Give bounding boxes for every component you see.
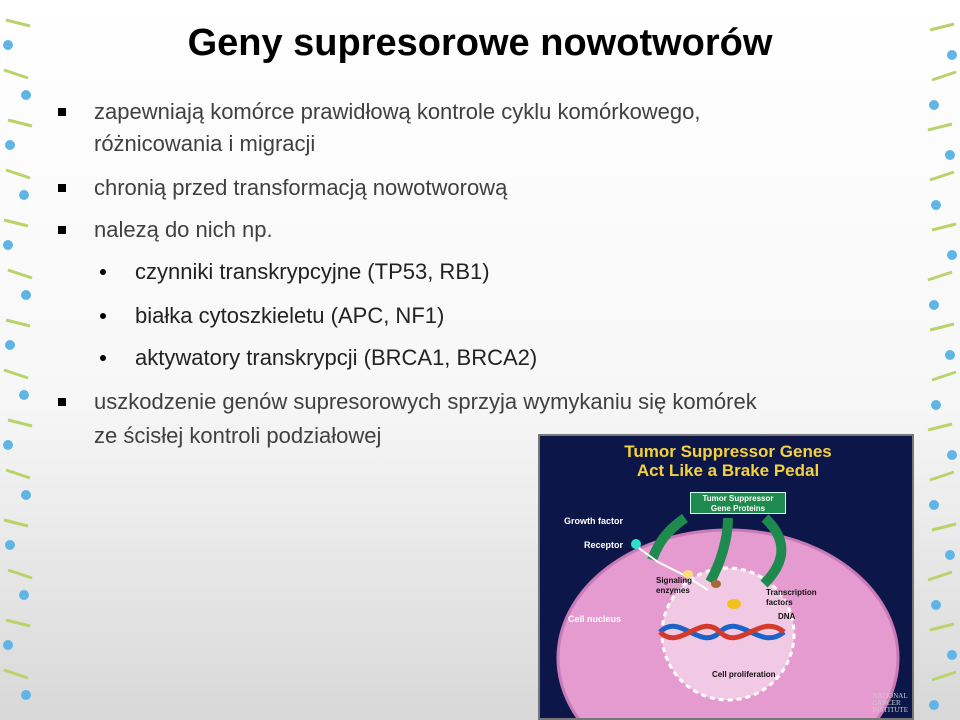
box-label: Tumor Suppressor: [702, 494, 774, 503]
receptor-label: Receptor: [584, 540, 624, 550]
square-bullet-icon: [58, 108, 66, 116]
sub-bullet-text: białka cytoszkieletu (APC, NF1): [135, 303, 445, 328]
transcription-factors-label: [766, 588, 817, 608]
bullet-text-continued: ze ścisłej kontroli podziałowej: [94, 423, 382, 448]
figure-subtitle: Act Like a Brake Pedal: [636, 461, 820, 480]
label-line: Transcription: [766, 588, 817, 597]
nci-logo: [872, 693, 908, 714]
signaling-enzyme-shape: [711, 580, 721, 588]
square-bullet-icon: [58, 226, 66, 234]
slide-title: Geny supresorowe nowotworów: [187, 22, 773, 64]
logo-line: CANCER: [872, 699, 901, 707]
square-bullet-icon: [58, 398, 66, 406]
round-bullet-icon: [100, 269, 106, 275]
receptor-shape: [631, 539, 641, 549]
round-bullet-icon: [100, 313, 106, 319]
square-bullet-icon: [58, 184, 66, 192]
round-bullet-icon: [100, 355, 106, 361]
bullet-text: uszkodzenie genów supresorowych sprzyja wymykaniu się komórek: [94, 389, 757, 414]
bullet-text-continued: różnicowania i migracji: [94, 131, 316, 156]
figure-title: Tumor Suppressor Genes: [624, 442, 832, 461]
sub-bullet-text: czynniki transkrypcyjne (TP53, RB1): [135, 259, 490, 284]
tumor-suppressor-illustration: [538, 434, 914, 720]
bullet-text: chronią przed transformacją nowotworową: [94, 175, 508, 200]
label-line: enzymes: [656, 586, 690, 595]
transcription-factor-shape: [727, 599, 741, 609]
dna-label: DNA: [778, 612, 796, 621]
tumor-suppressor-proteins-box: [690, 492, 786, 514]
cell-proliferation-label: Cell proliferation: [712, 670, 776, 679]
label-line: factors: [766, 598, 793, 607]
dna-decoration-right: [920, 0, 960, 720]
sub-bullet-text: aktywatory transkrypcji (BRCA1, BRCA2): [135, 345, 538, 370]
bullet-text: zapewniają komórce prawidłową kontrole cyklu komórkowego,: [94, 99, 701, 124]
logo-line: INSTITUTE: [872, 706, 908, 714]
cell-nucleus-label: Cell nucleus: [568, 614, 622, 624]
growth-factor-label: Growth factor: [564, 516, 624, 526]
bullet-text: nalezą do nich np.: [94, 217, 273, 242]
box-label: Gene Proteins: [710, 504, 766, 513]
signaling-enzymes-label: [656, 576, 692, 596]
dna-decoration-left: [0, 0, 40, 720]
logo-line: NATIONAL: [872, 692, 908, 700]
label-line: Signaling: [656, 576, 692, 585]
